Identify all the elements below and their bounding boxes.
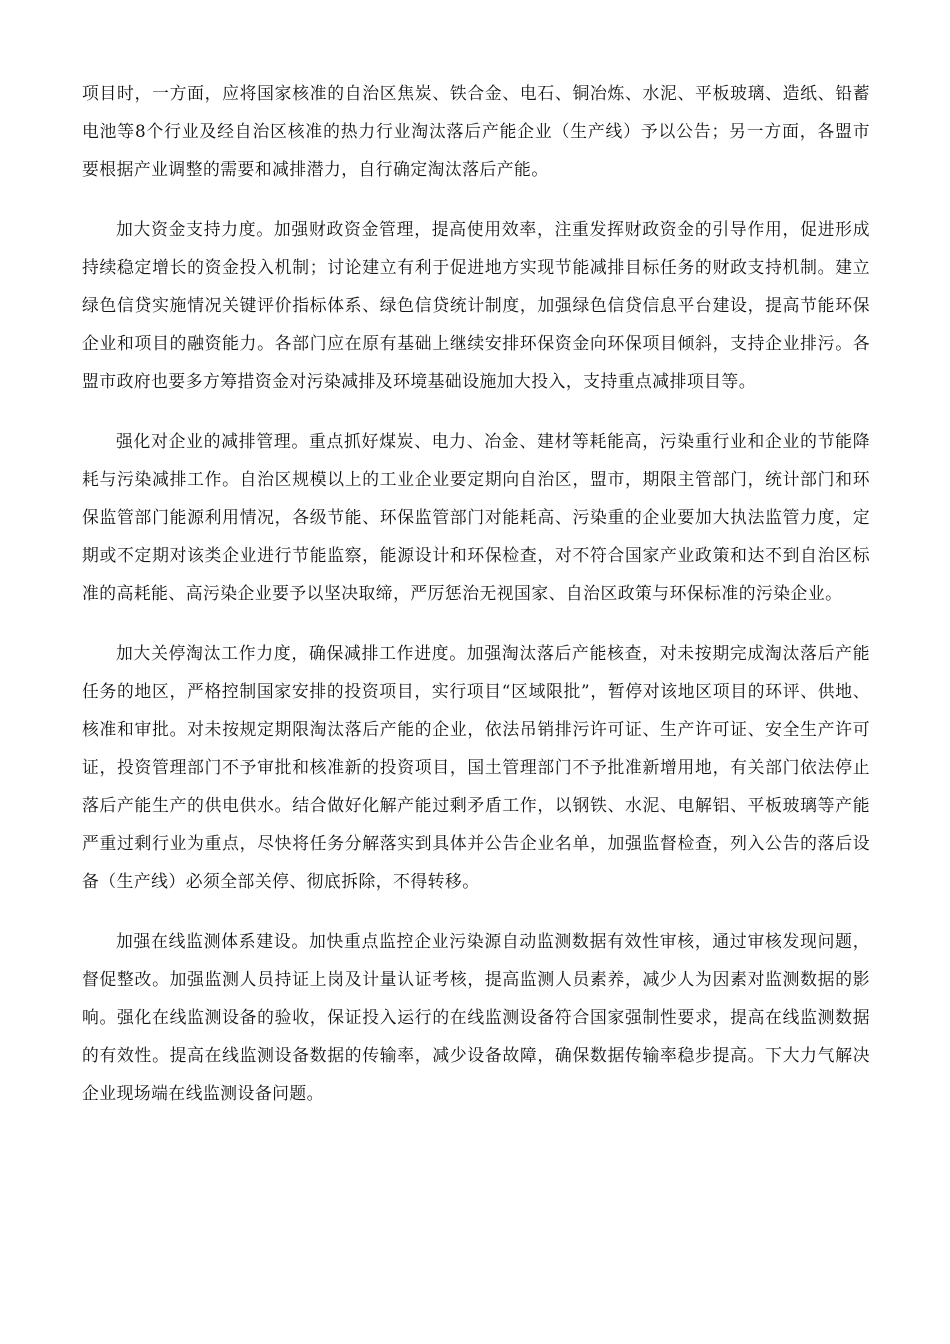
- paragraph-online-monitoring: 加强在线监测体系建设。加快重点监控企业污染源自动监测数据有效性审核，通过审核发现问题，督促整改。加强监测人员持证上岗及计量认证考核，提高监测人员素养，减少人为因素对监测数据的影响。强化在线监测设备的验收，保证投入运行的在线监测设备符合国家强制性要求，提高在线监测数据的有效性。提高在线监测设备数据的传输率，减少设备故障，确保数据传输率稳步提高。下大力气解决企业现场端在线监测设备问题。: [82, 931, 870, 1103]
- paragraph-shutdown-elimination: 加大关停淘汰工作力度，确保减排工作进度。加强淘汰落后产能核查，对未按期完成淘汰落后产能任务的地区，严格控制国家安排的投资项目，实行项目“区域限批”，暂停对该地区项目的环评、供地、核准和审批。对未按规定期限淘汰落后产能的企业，依法吊销排污许可证、生产许可证、安全生产许可证，投资管理部门不予审批和核准新的投资项目，国土管理部门不予批准新增用地，有关部门依法停止落后产能生产的供电供水。结合做好化解产能过剩矛盾工作，以钢铁、水泥、电解铝、平板玻璃等产能严重过剩行业为重点，尽快将任务分解落实到具体并公告企业名单，加强监督检查，列入公告的落后设备（生产线）必须全部关停、彻底拆除，不得转移。: [82, 643, 870, 891]
- paragraph-continued: 项目时，一方面，应将国家核准的自治区焦炭、铁合金、电石、铜冶炼、水泥、平板玻璃、造纸、铅蓄电池等8个行业及经自治区核准的热力行业淘汰落后产能企业（生产线）予以公告；另一方面，各盟市要根据产业调整的需要和减排潜力，自行确定淘汰落后产能。: [82, 83, 870, 179]
- paragraph-funding-support: 加大资金支持力度。加强财政资金管理，提高使用效率，注重发挥财政资金的引导作用，促进形成持续稳定增长的资金投入机制；讨论建立有利于促进地方实现节能减排目标任务的财政支持机制。建立绿色信贷实施情况关键评价指标体系、绿色信贷统计制度，加强绿色信贷信息平台建设，提高节能环保企业和项目的融资能力。各部门应在原有基础上继续安排环保资金向环保项目倾斜，支持企业排污。各盟市政府也要多方筹措资金对污染减排及环境基础设施加大投入，支持重点减排项目等。: [82, 219, 870, 391]
- paragraph-enterprise-emission-management: 强化对企业的减排管理。重点抓好煤炭、电力、冶金、建材等耗能高，污染重行业和企业的节能降耗与污染减排工作。自治区规模以上的工业企业要定期向自治区，盟市，期限主管部门，统计部门和环保监管部门能源利用情况，各级节能、环保监管部门对能耗高、污染重的企业要加大执法监管力度，定期或不定期对该类企业进行节能监察，能源设计和环保检查，对不符合国家产业政策和达不到自治区标准的高耗能、高污染企业要予以坚决取缔，严厉惩治无视国家、自治区政策与环保标准的污染企业。: [82, 431, 870, 603]
- document-body: [82, 74, 870, 1134]
